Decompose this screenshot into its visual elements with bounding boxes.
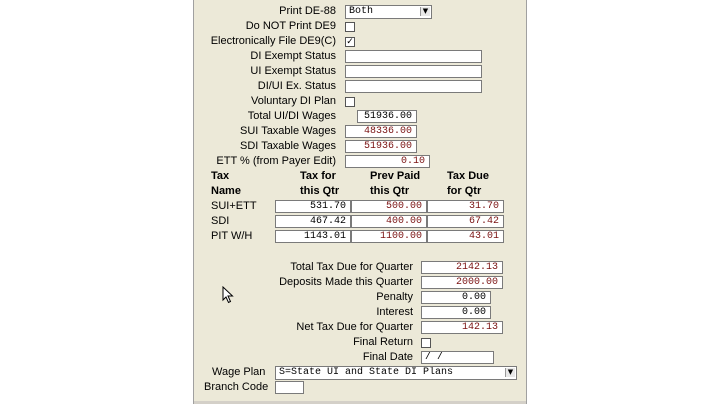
ett-label: ETT % (from Payer Edit): [216, 155, 336, 167]
deposits-label: Deposits Made this Quarter: [279, 276, 413, 288]
col-header-prev-1: Prev Paid: [370, 170, 421, 182]
col-header-prev-2: this Qtr: [370, 185, 410, 197]
penalty-input[interactable]: 0.00: [421, 291, 491, 304]
row-sdi-tax[interactable]: 467.42: [275, 215, 351, 228]
wage-plan-value: S=State UI and State DI Plans: [279, 367, 454, 378]
col-header-due-1: Tax Due: [447, 170, 489, 182]
mouse-cursor-icon: [222, 286, 234, 304]
di-exempt-input[interactable]: [345, 50, 482, 63]
sui-wages-label: SUI Taxable Wages: [240, 125, 336, 137]
row-pit-due: 43.01: [427, 230, 504, 243]
print-de88-value: Both: [349, 6, 374, 17]
efile-label: Electronically File DE9(C): [210, 35, 336, 47]
wage-plan-select[interactable]: [275, 366, 517, 380]
final-date-input[interactable]: / /: [421, 351, 494, 364]
col-header-qtr-1: Tax for: [300, 170, 336, 182]
net-due-label: Net Tax Due for Quarter: [296, 321, 413, 333]
row-pit-tax[interactable]: 1143.01: [275, 230, 351, 243]
penalty-label: Penalty: [376, 291, 413, 303]
total-due-value: 2142.13: [421, 261, 503, 274]
total-wages-input[interactable]: 51936.00: [357, 110, 417, 123]
voluntary-di-label: Voluntary DI Plan: [251, 95, 336, 107]
sui-wages-value: 48336.00: [345, 125, 417, 138]
do-not-print-de9-checkbox[interactable]: [345, 22, 355, 32]
branch-code-label: Branch Code: [204, 381, 269, 393]
row-sui-due: 31.70: [427, 200, 504, 213]
final-date-label: Final Date: [362, 351, 413, 363]
voluntary-di-checkbox[interactable]: [345, 97, 355, 107]
row-sdi-prev: 400.00: [351, 215, 427, 228]
ett-value: 0.10: [345, 155, 430, 168]
row-sui-prev: 500.00: [351, 200, 427, 213]
diui-exempt-label: DI/UI Ex. Status: [257, 80, 336, 92]
row-sdi-name: SDI: [211, 215, 230, 227]
chevron-down-icon[interactable]: ▼: [420, 7, 430, 16]
ui-exempt-label: UI Exempt Status: [250, 65, 336, 77]
deposits-value: 2000.00: [421, 276, 503, 289]
sdi-wages-value: 51936.00: [345, 140, 417, 153]
chevron-down-icon[interactable]: ▼: [505, 368, 515, 377]
efile-checkbox[interactable]: ✓: [346, 37, 354, 47]
row-sui-tax[interactable]: 531.70: [275, 200, 351, 213]
col-header-name-2: Name: [211, 185, 241, 197]
interest-input[interactable]: 0.00: [421, 306, 491, 319]
interest-label: Interest: [376, 306, 413, 318]
print-de88-label: Print DE-88: [279, 5, 336, 17]
col-header-qtr-2: this Qtr: [300, 185, 340, 197]
branch-code-input[interactable]: [275, 381, 304, 394]
net-due-value: 142.13: [421, 321, 503, 334]
di-exempt-label: DI Exempt Status: [250, 50, 336, 62]
final-return-label: Final Return: [353, 336, 413, 348]
row-sdi-due: 67.42: [427, 215, 504, 228]
diui-exempt-input[interactable]: [345, 80, 482, 93]
payroll-tax-form-panel: [193, 0, 527, 404]
row-pit-prev: 1100.00: [351, 230, 427, 243]
do-not-print-de9-label: Do NOT Print DE9: [245, 20, 336, 32]
wage-plan-label: Wage Plan: [212, 366, 266, 378]
row-pit-name: PIT W/H: [211, 230, 253, 242]
ui-exempt-input[interactable]: [345, 65, 482, 78]
col-header-due-2: for Qtr: [447, 185, 482, 197]
final-return-checkbox[interactable]: [421, 338, 431, 348]
print-de88-select[interactable]: [345, 5, 432, 19]
total-wages-label: Total UI/DI Wages: [247, 110, 336, 122]
row-sui-name: SUI+ETT: [211, 200, 257, 212]
total-due-label: Total Tax Due for Quarter: [290, 261, 413, 273]
col-header-name-1: Tax: [211, 170, 230, 182]
sdi-wages-label: SDI Taxable Wages: [240, 140, 336, 152]
